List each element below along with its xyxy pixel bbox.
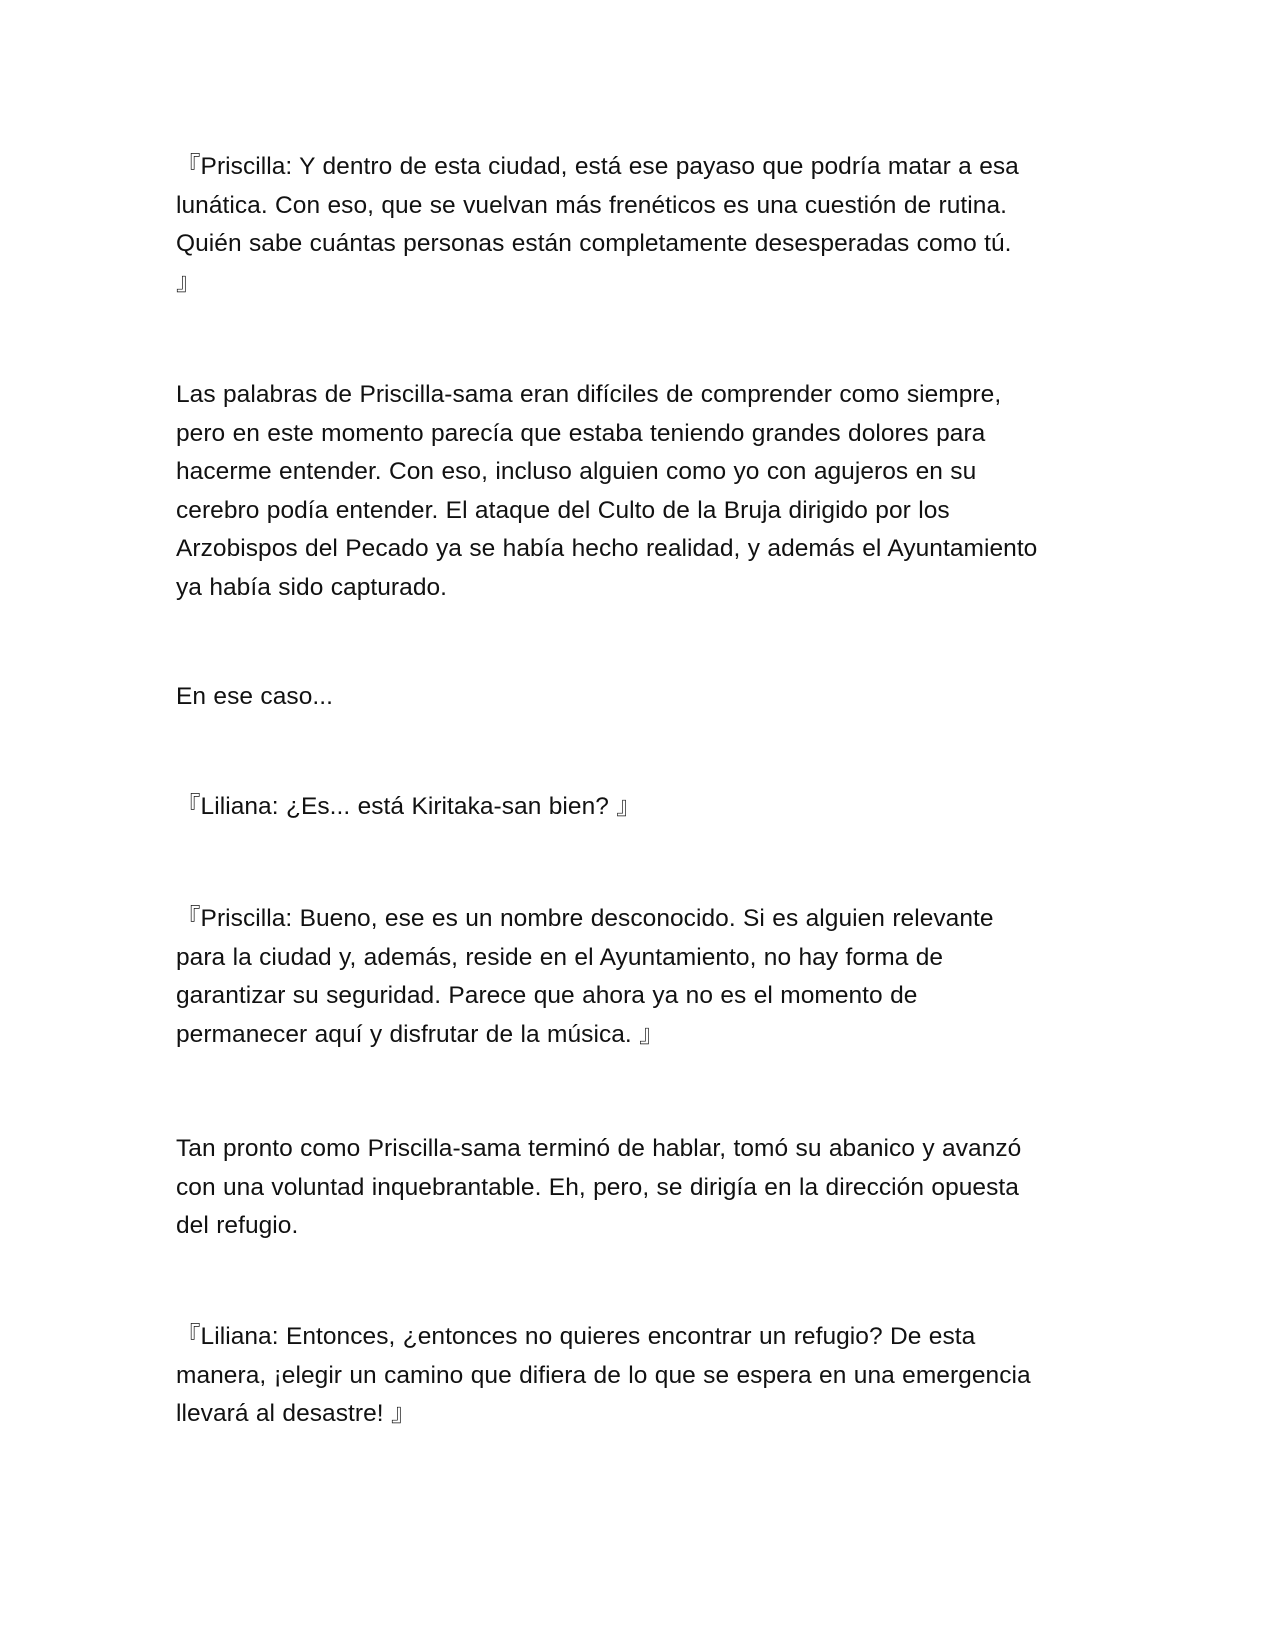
text-line: 『Priscilla: Y dentro de esta ciudad, está ese payaso que podría matar a esa [176, 153, 1019, 180]
text-line: Tan pronto como Priscilla-sama terminó de hablar, tomó su abanico y avanzó [176, 1135, 1022, 1162]
text-line: 『Liliana: ¿Es... está Kiritaka-san bien? 』 [176, 793, 641, 820]
text-line: Arzobispos del Pecado ya se había hecho realidad, y además el Ayuntamiento [176, 535, 1038, 562]
text-line: En ese caso... [176, 683, 333, 710]
text-line: ya había sido capturado. [176, 573, 448, 601]
text-line: permanecer aquí y disfrutar de la música. 』 [176, 1020, 664, 1048]
text-line: lunática. Con eso, que se vuelvan más frenéticos es una cuestión de rutina. [176, 191, 1007, 219]
text-line: garantizar su seguridad. Parece que ahora ya no es el momento de [176, 982, 918, 1009]
paragraph-priscilla-dialogue-2 [176, 900, 1106, 1054]
text-line: para la ciudad y, además, reside en el Ayuntamiento, no hay forma de [176, 943, 944, 971]
text-line: 』 [176, 268, 201, 296]
text-line: Las palabras de Priscilla-sama eran difíciles de comprender como siempre, [176, 381, 1002, 408]
text-line: manera, ¡elegir un camino que difiera de lo que se espera en una emergencia [176, 1361, 1031, 1389]
text-line: llevará al desastre! 』 [176, 1400, 416, 1427]
text-line: Quién sabe cuántas personas están completamente desesperadas como tú. [176, 230, 1012, 257]
text-line: 『Liliana: Entonces, ¿entonces no quieres encontrar un refugio? De esta [176, 1323, 976, 1350]
text-line: pero en este momento parecía que estaba teniendo grandes dolores para [176, 419, 986, 447]
text-line: hacerme entender. Con eso, incluso alguien como yo con agujeros en su [176, 458, 977, 485]
paragraph-narration-1 [176, 376, 1106, 607]
paragraph-liliana-dialogue-1 [176, 788, 1106, 827]
paragraph-narration-2 [176, 678, 1106, 717]
text-line: 『Priscilla: Bueno, ese es un nombre desconocido. Si es alguien relevante [176, 905, 994, 932]
text-line: con una voluntad inquebrantable. Eh, pero, se dirigía en la dirección opuesta [176, 1173, 1019, 1201]
paragraph-liliana-dialogue-2 [176, 1318, 1106, 1434]
paragraph-narration-3 [176, 1130, 1106, 1246]
text-line: del refugio. [176, 1212, 299, 1239]
text-line: cerebro podía entender. El ataque del Culto de la Bruja dirigido por los [176, 496, 950, 524]
paragraph-priscilla-dialogue-1 [176, 148, 1106, 302]
